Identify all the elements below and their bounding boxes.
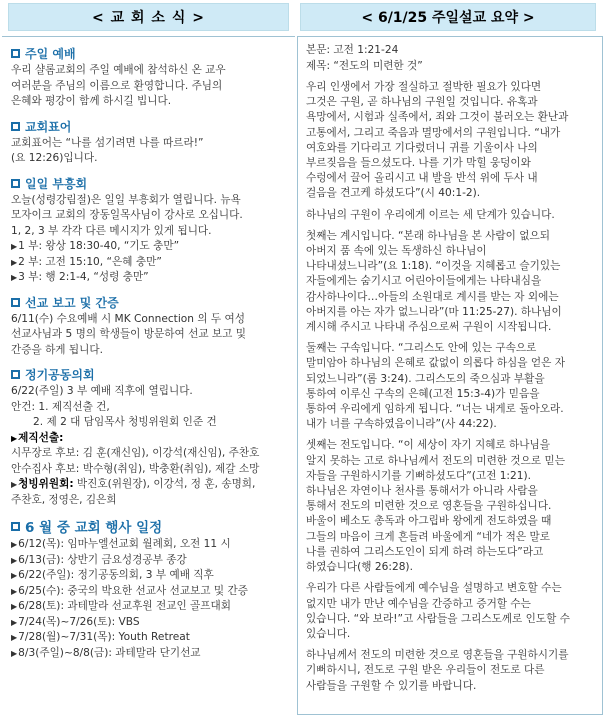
text-line: 하나님의 구원이 우리에게 이르는 세 단계가 있습니다.	[306, 208, 555, 221]
text-line: 말미암아 하나님의 은혜로 값없이 의롭다 하심을 얻은 자	[306, 357, 565, 370]
text-line: 계시해 주시고 나타내 주심으로써 구원이 시작됩니다.	[306, 321, 552, 334]
text-line: 통하여 우리에게 임하게 됩니다. “너는 내게로 돌아오라.	[306, 403, 564, 416]
text-line: 그들의 마음이 크게 흔들려 바울에게 “네가 적은 말로	[306, 530, 550, 543]
square-icon	[11, 522, 20, 531]
text-line: 있습니다. “와 보라!”고 사람들을 그리스도께로 인도할 수	[306, 612, 570, 625]
sermon-paragraph	[306, 208, 596, 223]
list-item	[11, 477, 289, 493]
square-icon	[11, 122, 20, 131]
list-item: ▶ 6/28(토): 과테말라 선교후원 전교인 골프대회	[11, 599, 289, 615]
text-line: 고통에서, 그리고 죽음과 멸망에서의 구원입니다. “내가	[306, 126, 561, 139]
text-line: 둘째는 구속입니다. “그리스도 안에 있는 구속으로	[306, 342, 537, 355]
section-title-mission-report: 선교 보고 및 간증	[11, 294, 289, 311]
text-line: 아버지를 아는 자가 없느니라”(마 11:25-27). 하나님이	[306, 305, 562, 318]
text-line: 통하여 이루신 구속의 은혜(고전 15:3-4)가 믿음을	[306, 387, 540, 400]
list-item: ▶ 8/3(주일)~8/8(금): 과테말라 단기선교	[11, 646, 289, 662]
text-line: 주찬호, 정영은, 김은희	[11, 493, 117, 506]
list-item: ▶ 6/25(수): 중국의 박요한 선교사 선교보고 및 간증	[11, 584, 289, 600]
text-line: 하나님께서 전도의 미련한 것으로 영혼들을 구원하시기를	[306, 649, 569, 662]
text-line: 선교사님과 5 명의 학생들이 방문하여 선교 보고 및	[11, 328, 246, 340]
text-line: 그것은 구원, 곧 하나님의 구원일 것입니다. 유혹과	[306, 96, 538, 109]
text-line: 여러분을 주님의 이름으로 환영합니다. 주님의	[11, 79, 223, 92]
text-line: 부르짖음을 들으셨도다. 나를 기가 막힐 웅덩이와	[306, 157, 531, 170]
text-line: 우리 샬롬교회의 주일 예배에 참석하신 온 교우	[11, 64, 226, 76]
sermon-paragraph	[306, 648, 596, 694]
section-title-sunday-worship: 주일 예배	[11, 45, 289, 62]
text-line: 내가 너를 구속하였음이니라”(사 44:22).	[306, 418, 497, 431]
text-line: 사람들을 구원할 수 있기를 바랍니다.	[306, 679, 477, 692]
sermon-paragraph	[306, 80, 596, 202]
text-line: 나타내셨느니라”(요 1:18). “이것을 지혜롭고 슬기있는	[306, 260, 561, 273]
list-item: ▶ 3 부: 행 2:1-4, “성령 충만”	[11, 270, 289, 286]
text-line: 통해서 전도의 미련한 것으로 영혼들을 구원하십니다.	[306, 500, 552, 513]
text-line: 되었느니라”(롬 3:24). 그리스도의 죽으심과 부활을	[306, 372, 545, 385]
text-line: 시무장로 후보: 김 훈(재신임), 이강석(재신임), 주찬호	[11, 447, 260, 459]
list-item-label: ▶ 제직선출:	[11, 431, 289, 447]
list-item: ▶ 2 부: 고전 15:10, “은혜 충만”	[11, 255, 289, 271]
church-news-title: < 교 회 소 식 >	[8, 3, 289, 31]
text-line: 1, 2, 3 부 각각 다른 메시지가 있게 됩니다.	[11, 224, 212, 237]
list-item: ▶ 7/24(목)~7/26(토): VBS	[11, 615, 289, 631]
text-line: 있습니다.	[306, 627, 351, 640]
text-line: 기뻐하시니, 전도로 구원 받은 우리들이 전도로 다른	[306, 664, 545, 677]
sermon-paragraph	[306, 438, 596, 575]
text-line: 하나님은 자연이나 천사를 통해서가 아니라 사람을	[306, 485, 538, 498]
text-line: 은혜와 평강이 함께 하시길 빕니다.	[11, 95, 172, 107]
sermon-title: 제목: “전도의 미련한 것”	[306, 59, 423, 72]
text-line: 아버지 품 속에 있는 독생하신 하나님이	[306, 245, 487, 258]
text-line: 알지 못하는 고로 하나님께서 전도의 미련한 것으로 믿는	[306, 454, 565, 467]
section-title-congregation-meeting: 정기공동의회	[11, 366, 289, 383]
header	[0, 0, 605, 36]
section-title-motto: 교회표어	[11, 118, 289, 135]
sermon-paragraph	[306, 341, 596, 432]
text-line: 감사하나이다…아들의 소원대로 계시를 받는 자 외에는	[306, 290, 559, 303]
square-icon	[11, 49, 20, 58]
text-line: 우리 인생에서 가장 절실하고 절박한 필요가 있다면	[306, 81, 542, 93]
text-line: 안건: 1. 제직선출 건,	[11, 400, 110, 413]
square-icon	[11, 298, 20, 307]
list-item: ▶ 6/13(금): 상반기 금요성경공부 종강	[11, 553, 289, 569]
text-line: 욕망에서, 시험과 실족에서, 죄와 그것이 불러오는 환난과	[306, 111, 569, 124]
text-line: 오늘(성령강림절)은 일일 부흥회가 열립니다. 뉴욕	[11, 193, 241, 206]
section-title-revival: 일일 부흥회	[11, 175, 289, 192]
list-item: ▶ 7/28(월)~7/31(목): Youth Retreat	[11, 630, 289, 646]
text-line: 모자이크 교회의 장동일목사님이 강사로 오십니다.	[11, 209, 243, 221]
sermon-summary-title: < 6/1/25 주일설교 요약 >	[300, 3, 596, 31]
text-line: 박진호(위원장), 이강석, 정 훈, 송명희,	[73, 478, 256, 490]
section-title-june-events: 6 월 중 교회 행사 일정	[11, 516, 289, 536]
sermon-paragraph	[306, 229, 596, 335]
list-item-label: 청빙위원회:	[18, 478, 74, 490]
text-line: 교회표어는 “나를 섬기려면 나를 따르라!”	[11, 136, 204, 149]
text-line: 걸음을 견고케 하셨도다”(시 40:1-2).	[306, 187, 481, 200]
sermon-column	[297, 36, 603, 715]
list-item: ▶ 1 부: 왕상 18:30-40, “기도 충만”	[11, 239, 289, 255]
text-line: 없지만 내가 만난 예수님을 간증하고 증거할 수는	[306, 597, 531, 610]
sermon-paragraph	[306, 581, 596, 642]
text-line: 6/22(주일) 3 부 예배 직후에 열립니다.	[11, 385, 193, 397]
text-line: 첫째는 계시입니다. “본래 하나님을 본 사람이 없으되	[306, 229, 550, 242]
text-line: 여호와를 기다리고 기다렸더니 귀를 기울이사 나의	[306, 141, 538, 154]
text-line: 수렁에서 끌어 올리시고 내 발을 반석 위에 두사 내	[306, 172, 538, 185]
square-icon	[11, 370, 20, 379]
text-line: 6/11(수) 수요예배 시 MK Connection 의 두 여성	[11, 312, 245, 325]
list-item: ▶ 6/12(목): 임마누엘선교회 월례회, 오전 11 시	[11, 537, 289, 553]
text-line: 바울이 베소도 총독과 아그립바 왕에게 전도하였을 때	[306, 515, 552, 528]
text-line: 하였습니다(행 26:28).	[306, 561, 413, 574]
sermon-scripture: 본문: 고전 1:21-24	[306, 44, 399, 56]
text-line: 안수집사 후보: 박수형(취임), 박충환(취임), 제갈 소망	[11, 462, 260, 475]
text-line: 우리가 다른 사람들에게 예수님을 설명하고 변호할 수는	[306, 582, 562, 595]
text-line: 자들에게는 숨기시고 어린아이들에게는 나타내심을	[306, 275, 542, 288]
text-line: 자들을 구원하시기를 기뻐하셨도다”(고전 1:21).	[306, 469, 531, 482]
sermon-body	[306, 80, 596, 694]
text-line: 간증을 하게 됩니다.	[11, 343, 103, 356]
square-icon	[11, 179, 20, 188]
list-item: ▶ 6/22(주일): 정기공동의회, 3 부 예배 직후	[11, 568, 289, 584]
text-line: 2. 제 2 대 담임목사 청빙위원회 인준 건	[33, 416, 217, 428]
text-line: 셋째는 전도입니다. “이 세상이 자기 지혜로 하나님을	[306, 439, 550, 452]
text-line: (요 12:26)입니다.	[11, 152, 98, 164]
church-news-column	[2, 36, 295, 715]
text-line: 나를 권하여 그리스도인이 되게 하려 하는도다”라고	[306, 545, 544, 558]
